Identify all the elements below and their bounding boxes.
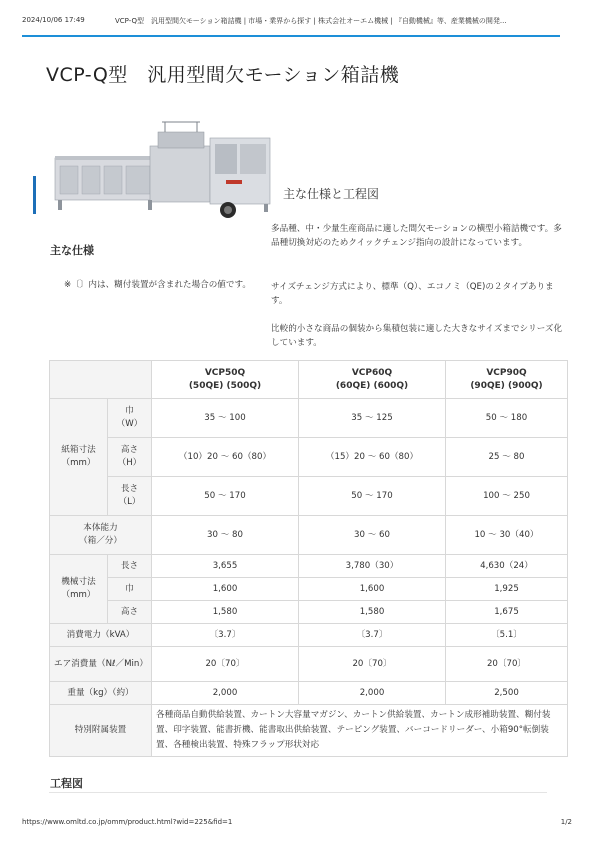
table-cell: （15）20 ～ 60（80） — [299, 438, 446, 477]
row-label: 本体能力 （箱／分） — [50, 516, 152, 555]
section-subheading: 主な仕様と工程図 — [283, 187, 380, 201]
section-accent-bar — [33, 176, 36, 214]
process-heading: 工程図 — [50, 777, 83, 790]
table-row — [50, 361, 568, 399]
spec-table — [49, 360, 568, 757]
table-cell — [50, 361, 152, 399]
table-row — [50, 624, 568, 647]
table-row — [50, 438, 568, 477]
table-cell: 1,925 — [446, 578, 568, 601]
spec-note: ※〔〕内は、糊付装置が含まれた場合の値です。 — [64, 280, 251, 290]
row-label: 特別附属装置 — [50, 705, 152, 757]
table-cell: 35 ～ 100 — [152, 399, 299, 438]
table-cell: 4,630（24） — [446, 555, 568, 578]
row-label: エア消費量（Nℓ／Min） — [50, 647, 152, 682]
row-sublabel: 長さ — [108, 555, 152, 578]
row-sublabel: 長さ （L） — [108, 477, 152, 516]
table-cell: 50 ～ 180 — [446, 399, 568, 438]
table-row — [50, 705, 568, 757]
table-cell: 3,655 — [152, 555, 299, 578]
table-cell: 〔3.7〕 — [152, 624, 299, 647]
table-cell: 2,000 — [152, 682, 299, 705]
table-cell: （10）20 ～ 60（80） — [152, 438, 299, 477]
table-cell: 3,780（30） — [299, 555, 446, 578]
table-cell: 30 ～ 80 — [152, 516, 299, 555]
table-cell: 1,600 — [299, 578, 446, 601]
print-url: https://www.omltd.co.jp/omm/product.html?wid=225&fid=1 — [22, 818, 233, 826]
row-label: 重量（kg）（約） — [50, 682, 152, 705]
table-row — [50, 477, 568, 516]
table-cell: 25 ～ 80 — [446, 438, 568, 477]
table-cell: 1,675 — [446, 601, 568, 624]
row-label: 紙箱寸法 （mm） — [50, 399, 108, 516]
table-row — [50, 682, 568, 705]
spec-heading: 主な仕様 — [50, 244, 94, 257]
description-paragraph: 比較的小さな商品の個装から集積包装に適した大きなサイズまでシリーズ化しています。 — [271, 324, 563, 348]
table-cell: 10 ～ 30（40） — [446, 516, 568, 555]
row-sublabel: 巾 — [108, 578, 152, 601]
page-number: 1/2 — [560, 818, 572, 826]
table-cell: 1,580 — [152, 601, 299, 624]
divider — [49, 792, 547, 793]
table-cell: 20〔70〕 — [299, 647, 446, 682]
model-header: VCP90Q (90QE) (900Q) — [446, 361, 568, 399]
table-cell: 1,600 — [152, 578, 299, 601]
model-header: VCP60Q (60QE) (600Q) — [299, 361, 446, 399]
description-paragraph: サイズチェンジ方式により、標準（Q）、エコノミ（QE)の２タイプあります。 — [271, 282, 554, 306]
print-page-title: VCP-Q型 汎用型間欠モーション箱詰機 | 市場・業界から探す | 株式会社オーエム機械 | 『自動機械』等、産業機械の開発... — [115, 17, 507, 25]
row-sublabel: 巾 （W） — [108, 399, 152, 438]
table-cell: 30 ～ 60 — [299, 516, 446, 555]
machine-photo — [50, 118, 280, 224]
table-cell: 1,580 — [299, 601, 446, 624]
description-paragraph: 多品種、中・少量生産商品に適した間欠モーションの横型小箱詰機です。多品種切換対応のためクイックチェンジ指向の設計になっています。 — [271, 224, 562, 248]
row-label: 消費電力（kVA） — [50, 624, 152, 647]
table-cell: 20〔70〕 — [152, 647, 299, 682]
table-cell: 2,000 — [299, 682, 446, 705]
table-cell: 35 ～ 125 — [299, 399, 446, 438]
table-row — [50, 578, 568, 601]
table-row — [50, 601, 568, 624]
header-rule — [22, 35, 560, 37]
table-row — [50, 516, 568, 555]
table-row — [50, 647, 568, 682]
row-sublabel: 高さ — [108, 601, 152, 624]
table-row — [50, 399, 568, 438]
print-datetime: 2024/10/06 17:49 — [22, 16, 85, 24]
table-cell: 50 ～ 170 — [152, 477, 299, 516]
table-cell: 各種商品自動供給装置、カートン大容量マガジン、カートン供給装置、カートン成形補助装置、糊付装置、印字装置、能書折機、能書取出供給装置、テーピング装置、バーコードリーダー、小箱90°転倒装置、各種検出装置、特殊フラップ形状対応 — [152, 705, 568, 757]
model-header: VCP50Q (50QE) (500Q) — [152, 361, 299, 399]
row-sublabel: 高さ （H） — [108, 438, 152, 477]
row-label: 機械寸法 （mm） — [50, 555, 108, 624]
table-cell: 20〔70〕 — [446, 647, 568, 682]
table-cell: 100 ～ 250 — [446, 477, 568, 516]
table-cell: 50 ～ 170 — [299, 477, 446, 516]
table-row — [50, 555, 568, 578]
table-cell: 〔3.7〕 — [299, 624, 446, 647]
page-title: VCP-Q型 汎用型間欠モーション箱詰機 — [46, 64, 400, 86]
table-cell: 2,500 — [446, 682, 568, 705]
table-cell: 〔5.1〕 — [446, 624, 568, 647]
